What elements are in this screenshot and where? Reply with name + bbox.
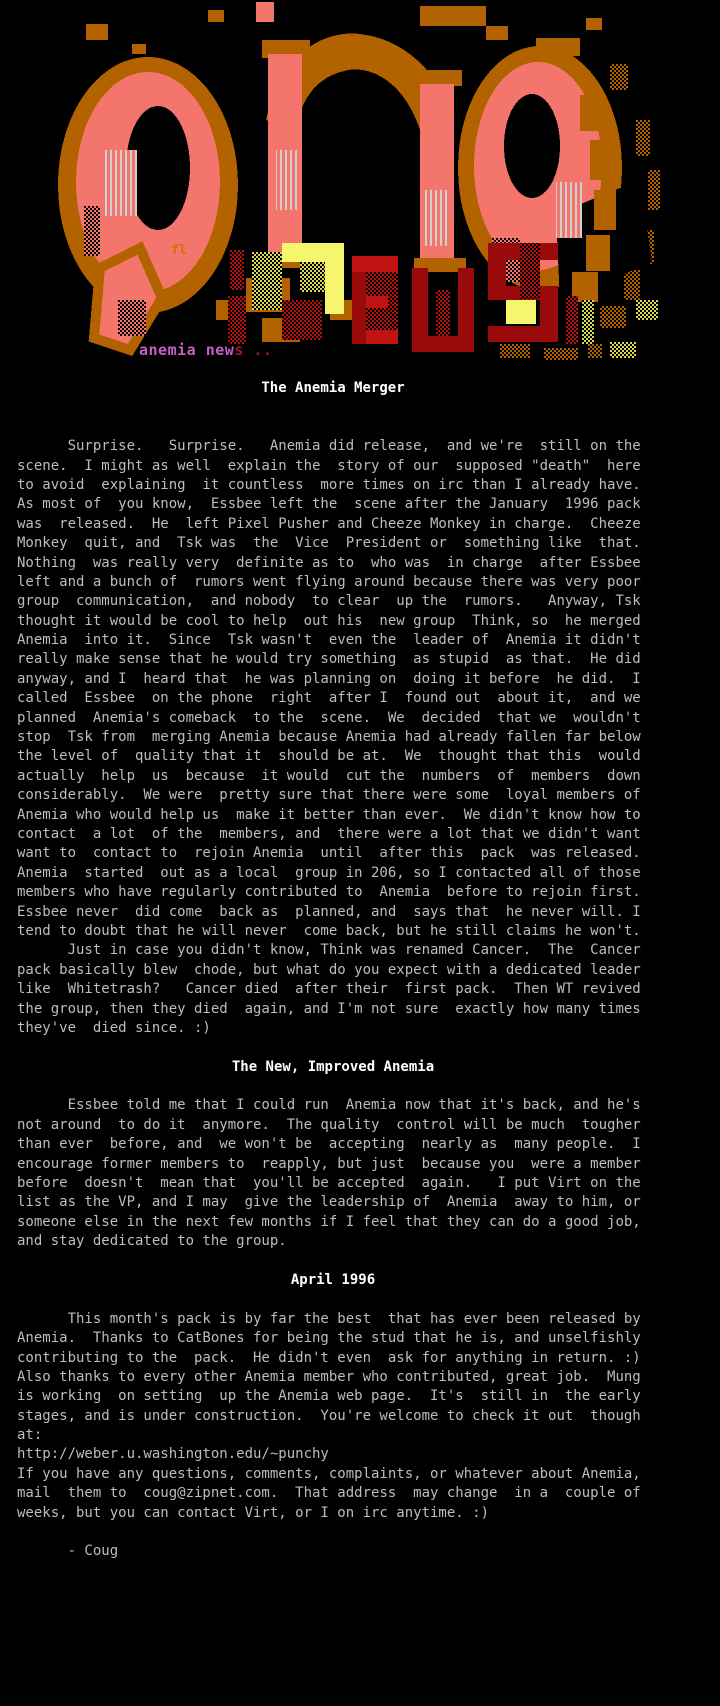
section-heading: April 1996 bbox=[290, 1271, 376, 1288]
text-line: considerably. We were pretty sure that there were some loyal members of bbox=[17, 787, 641, 804]
text-line: Anemia into it. Since Tsk wasn't even the leader of Anemia it didn't bbox=[17, 632, 641, 649]
text-line: If you have any questions, comments, complaints, or whatever about Anemia, bbox=[17, 1465, 641, 1482]
art-caption bbox=[139, 341, 272, 359]
text-line: contact a lot of the members, and there were a lot that we didn't want bbox=[17, 825, 641, 842]
text-line: As most of you know, Essbee left the scene after the January 1996 pack bbox=[17, 496, 641, 513]
blank-line bbox=[17, 1077, 649, 1096]
text-line: at: bbox=[17, 1427, 43, 1444]
text-line: planned Anemia's comeback to the scene. We decided that we wouldn't bbox=[17, 709, 641, 726]
text-line: not around to do it anymore. The quality control will be much tougher bbox=[17, 1116, 641, 1133]
text-line: to avoid explaining it countless more times on irc than I already have. bbox=[17, 476, 641, 493]
text-line: group communication, and nobody to clear up the rumors. Anyway, Tsk bbox=[17, 593, 641, 610]
text-line: called Essbee on the phone right after I found out about it, and we bbox=[17, 690, 641, 707]
text-line: and stay dedicated to the group. bbox=[17, 1233, 287, 1250]
text-line: members who have regularly contributed to Anemia before to rejoin first. bbox=[17, 884, 641, 901]
ansi-logo-graphic bbox=[0, 0, 720, 372]
text-line: Just in case you didn't know, Think was renamed Cancer. The Cancer bbox=[17, 942, 641, 959]
art-caption-red: s .. bbox=[234, 341, 273, 359]
section-heading: The New, Improved Anemia bbox=[231, 1058, 435, 1075]
text-line: thought it would be cool to help out his new group Think, so he merged bbox=[17, 612, 641, 629]
blank-line bbox=[17, 418, 649, 437]
text-line: Essbee told me that I could run Anemia now that it's back, and he's bbox=[17, 1097, 641, 1114]
text-line: Anemia. Thanks to CatBones for being the stud that he is, and unselfishly bbox=[17, 1330, 641, 1347]
text-line: they've died since. :) bbox=[17, 1019, 211, 1036]
text-line: contributing to the pack. He didn't even ask for anything in return. :) bbox=[17, 1349, 641, 1366]
text-line: the level of quality that it should be at. We thought that this would bbox=[17, 748, 641, 765]
text-line: Anemia started out as a local group in 206, so I contacted all of those bbox=[17, 864, 641, 881]
text-line: like Whitetrash? Cancer died after their first pack. Then WT revived bbox=[17, 981, 641, 998]
blank-line bbox=[17, 1038, 649, 1057]
text-line: the group, then they died again, and I'm not sure exactly how many times bbox=[17, 1000, 641, 1017]
text-line: than ever before, and we won't be accepting nearly as many people. I bbox=[17, 1136, 641, 1153]
blank-line bbox=[17, 398, 649, 417]
blank-line bbox=[17, 1523, 649, 1542]
text-line: before doesn't mean that you'll be accepted again. I put Virt on the bbox=[17, 1175, 641, 1192]
text-line: weeks, but you can contact Virt, or I on irc anytime. :) bbox=[17, 1504, 490, 1521]
header-ansi-art bbox=[0, 0, 720, 372]
text-line: left and a bunch of rumors went flying around because there was very poor bbox=[17, 573, 641, 590]
text-line: stages, and is under construction. You're welcome to check it out though bbox=[17, 1407, 641, 1424]
blank-line bbox=[17, 1252, 649, 1271]
text-line: encourage former members to reapply, but just because you were a member bbox=[17, 1155, 641, 1172]
section-heading: The Anemia Merger bbox=[261, 380, 405, 396]
logo-letter-o-art bbox=[58, 57, 238, 350]
text-line: anyway, and I heard that he was planning on doing it before he did. I bbox=[17, 670, 641, 687]
text-line: http://weber.u.washington.edu/~punchy bbox=[17, 1446, 329, 1463]
text-line: Essbee never did come back as planned, and says that he never will. I bbox=[17, 903, 641, 920]
text-line: Monkey quit, and Tsk was the Vice President or something like that. bbox=[17, 535, 641, 552]
text-line: really make sense that he would try something as stupid as that. He did bbox=[17, 651, 641, 668]
text-line: tend to doubt that he will never come back, but he still claims he won't. bbox=[17, 922, 641, 939]
text-line: - Coug bbox=[17, 1543, 119, 1560]
text-line: actually help us because it would cut the numbers of members down bbox=[17, 767, 641, 784]
artist-signature: fl bbox=[171, 243, 187, 258]
text-line: want to contact to rejoin Anemia until after this pack was released. bbox=[17, 845, 641, 862]
text-line: stop Tsk from merging Anemia because Anemia had already fallen far below bbox=[17, 729, 641, 746]
text-line: mail them to coug@zipnet.com. That address may change in a couple of bbox=[17, 1485, 641, 1502]
text-line: list as the VP, and I may give the leadership of Anemia away to him, or bbox=[17, 1194, 641, 1211]
text-line: pack basically blew chode, but what do you expect with a dedicated leader bbox=[17, 961, 641, 978]
text-line: was released. He left Pixel Pusher and Cheeze Monkey in charge. Cheeze bbox=[17, 515, 641, 532]
text-line: This month's pack is by far the best that has ever been released by bbox=[17, 1310, 641, 1327]
text-line: is working on setting up the Anemia web page. It's still in the early bbox=[17, 1388, 641, 1405]
text-line: Nothing was really very definite as to who was in charge after Essbee bbox=[17, 554, 641, 571]
blank-line bbox=[17, 1290, 649, 1309]
document-body bbox=[17, 379, 649, 1562]
text-line: Surprise. Surprise. Anemia did release, and we're still on the bbox=[17, 438, 641, 455]
text-line: someone else in the next few months if I feel that they can do a good job, bbox=[17, 1213, 641, 1230]
logo-letter-n-art bbox=[260, 33, 466, 272]
art-caption-magenta: anemia new bbox=[139, 341, 235, 359]
text-line: scene. I might as well explain the story of our supposed "death" here bbox=[17, 457, 641, 474]
text-line: Also thanks to every other Anemia member who contributed, great job. Mung bbox=[17, 1368, 641, 1385]
text-line: Anemia who would help us make it better than ever. We didn't know how to bbox=[17, 806, 641, 823]
